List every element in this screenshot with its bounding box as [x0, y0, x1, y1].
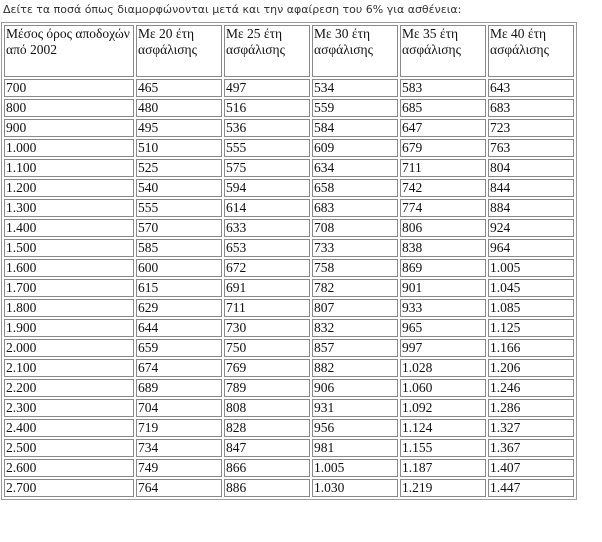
table-row: [4, 219, 574, 237]
cell-40-years: 723: [488, 119, 574, 137]
cell-20-years: 600: [136, 259, 222, 277]
cell-25-years: 866: [224, 459, 310, 477]
cell-40-years: 924: [488, 219, 574, 237]
cell-20-years: 525: [136, 159, 222, 177]
cell-30-years: 559: [312, 99, 398, 117]
cell-35-years: 583: [400, 79, 486, 97]
cell-40-years: 1.286: [488, 399, 574, 417]
table-row: [4, 119, 574, 137]
cell-35-years: 742: [400, 179, 486, 197]
cell-20-years: 674: [136, 359, 222, 377]
intro-text: Δείτε τα ποσά όπως διαμορφώνονται μετά και την αφαίρεση του 6% για ασθένεια:: [3, 3, 462, 16]
table-row: [4, 159, 574, 177]
cell-40-years: 1.246: [488, 379, 574, 397]
cell-35-years: 1.060: [400, 379, 486, 397]
cell-average-earnings: 1.900: [4, 319, 134, 337]
cell-35-years: 1.028: [400, 359, 486, 377]
cell-average-earnings: 2.100: [4, 359, 134, 377]
cell-30-years: 956: [312, 419, 398, 437]
cell-25-years: 497: [224, 79, 310, 97]
cell-35-years: 1.124: [400, 419, 486, 437]
pension-table: [1, 22, 577, 500]
cell-35-years: 997: [400, 339, 486, 357]
cell-25-years: 711: [224, 299, 310, 317]
header-cell-average-earnings: Μέσος όρος αποδοχών από 2002: [4, 25, 134, 77]
cell-30-years: 708: [312, 219, 398, 237]
cell-25-years: 750: [224, 339, 310, 357]
cell-20-years: 689: [136, 379, 222, 397]
cell-average-earnings: 1.000: [4, 139, 134, 157]
cell-40-years: 844: [488, 179, 574, 197]
cell-35-years: 1.219: [400, 479, 486, 497]
cell-40-years: 1.005: [488, 259, 574, 277]
cell-40-years: 1.045: [488, 279, 574, 297]
cell-35-years: 806: [400, 219, 486, 237]
cell-average-earnings: 700: [4, 79, 134, 97]
cell-35-years: 679: [400, 139, 486, 157]
cell-25-years: 614: [224, 199, 310, 217]
cell-40-years: 964: [488, 239, 574, 257]
cell-40-years: 804: [488, 159, 574, 177]
cell-20-years: 510: [136, 139, 222, 157]
cell-average-earnings: 1.400: [4, 219, 134, 237]
cell-20-years: 629: [136, 299, 222, 317]
cell-40-years: 1.327: [488, 419, 574, 437]
table-row: [4, 319, 574, 337]
pension-table-body: [4, 25, 574, 497]
cell-average-earnings: 2.500: [4, 439, 134, 457]
cell-20-years: 585: [136, 239, 222, 257]
cell-30-years: 534: [312, 79, 398, 97]
header-cell-40-years: Με 40 έτη ασφάλισης: [488, 25, 574, 77]
table-row: [4, 79, 574, 97]
cell-35-years: 901: [400, 279, 486, 297]
cell-35-years: 647: [400, 119, 486, 137]
cell-30-years: 584: [312, 119, 398, 137]
cell-40-years: 643: [488, 79, 574, 97]
cell-25-years: 594: [224, 179, 310, 197]
cell-average-earnings: 2.700: [4, 479, 134, 497]
cell-30-years: 1.030: [312, 479, 398, 497]
cell-25-years: 886: [224, 479, 310, 497]
cell-35-years: 933: [400, 299, 486, 317]
cell-30-years: 857: [312, 339, 398, 357]
cell-40-years: 1.367: [488, 439, 574, 457]
table-row: [4, 279, 574, 297]
table-row: [4, 259, 574, 277]
header-cell-35-years: Με 35 έτη ασφάλισης: [400, 25, 486, 77]
cell-20-years: 749: [136, 459, 222, 477]
cell-30-years: 683: [312, 199, 398, 217]
cell-average-earnings: 1.300: [4, 199, 134, 217]
table-header-row: [4, 25, 574, 77]
table-row: [4, 339, 574, 357]
cell-average-earnings: 2.600: [4, 459, 134, 477]
cell-25-years: 536: [224, 119, 310, 137]
cell-20-years: 704: [136, 399, 222, 417]
cell-20-years: 465: [136, 79, 222, 97]
cell-25-years: 789: [224, 379, 310, 397]
cell-30-years: 658: [312, 179, 398, 197]
table-row: [4, 419, 574, 437]
cell-35-years: 711: [400, 159, 486, 177]
table-row: [4, 479, 574, 497]
cell-30-years: 931: [312, 399, 398, 417]
table-row: [4, 99, 574, 117]
cell-40-years: 884: [488, 199, 574, 217]
cell-35-years: 838: [400, 239, 486, 257]
cell-average-earnings: 2.300: [4, 399, 134, 417]
cell-20-years: 615: [136, 279, 222, 297]
cell-20-years: 659: [136, 339, 222, 357]
table-row: [4, 299, 574, 317]
table-row: [4, 239, 574, 257]
cell-20-years: 495: [136, 119, 222, 137]
cell-25-years: 769: [224, 359, 310, 377]
cell-35-years: 1.092: [400, 399, 486, 417]
cell-20-years: 719: [136, 419, 222, 437]
cell-30-years: 758: [312, 259, 398, 277]
cell-30-years: 882: [312, 359, 398, 377]
table-row: [4, 199, 574, 217]
table-row: [4, 379, 574, 397]
cell-40-years: 1.206: [488, 359, 574, 377]
cell-average-earnings: 900: [4, 119, 134, 137]
cell-35-years: 1.187: [400, 459, 486, 477]
cell-25-years: 653: [224, 239, 310, 257]
cell-40-years: 1.085: [488, 299, 574, 317]
cell-average-earnings: 1.100: [4, 159, 134, 177]
cell-25-years: 847: [224, 439, 310, 457]
cell-30-years: 906: [312, 379, 398, 397]
cell-35-years: 869: [400, 259, 486, 277]
cell-20-years: 644: [136, 319, 222, 337]
cell-35-years: 774: [400, 199, 486, 217]
cell-35-years: 965: [400, 319, 486, 337]
cell-40-years: 763: [488, 139, 574, 157]
cell-average-earnings: 1.700: [4, 279, 134, 297]
cell-40-years: 1.407: [488, 459, 574, 477]
cell-30-years: 1.005: [312, 459, 398, 477]
cell-25-years: 633: [224, 219, 310, 237]
cell-20-years: 764: [136, 479, 222, 497]
table-row: [4, 179, 574, 197]
cell-30-years: 981: [312, 439, 398, 457]
cell-25-years: 730: [224, 319, 310, 337]
cell-25-years: 672: [224, 259, 310, 277]
cell-25-years: 808: [224, 399, 310, 417]
cell-average-earnings: 1.500: [4, 239, 134, 257]
cell-30-years: 807: [312, 299, 398, 317]
cell-20-years: 540: [136, 179, 222, 197]
cell-35-years: 1.155: [400, 439, 486, 457]
cell-30-years: 634: [312, 159, 398, 177]
cell-30-years: 733: [312, 239, 398, 257]
table-row: [4, 459, 574, 477]
cell-40-years: 1.125: [488, 319, 574, 337]
cell-20-years: 480: [136, 99, 222, 117]
cell-average-earnings: 800: [4, 99, 134, 117]
cell-25-years: 575: [224, 159, 310, 177]
cell-30-years: 782: [312, 279, 398, 297]
cell-30-years: 832: [312, 319, 398, 337]
cell-20-years: 570: [136, 219, 222, 237]
cell-40-years: 1.166: [488, 339, 574, 357]
cell-30-years: 609: [312, 139, 398, 157]
cell-average-earnings: 2.200: [4, 379, 134, 397]
cell-average-earnings: 1.800: [4, 299, 134, 317]
table-row: [4, 439, 574, 457]
cell-average-earnings: 1.200: [4, 179, 134, 197]
cell-25-years: 555: [224, 139, 310, 157]
cell-average-earnings: 2.400: [4, 419, 134, 437]
table-row: [4, 139, 574, 157]
header-cell-20-years: Με 20 έτη ασφάλισης: [136, 25, 222, 77]
header-cell-25-years: Με 25 έτη ασφάλισης: [224, 25, 310, 77]
cell-40-years: 683: [488, 99, 574, 117]
cell-25-years: 828: [224, 419, 310, 437]
cell-average-earnings: 1.600: [4, 259, 134, 277]
cell-20-years: 734: [136, 439, 222, 457]
cell-25-years: 691: [224, 279, 310, 297]
cell-40-years: 1.447: [488, 479, 574, 497]
cell-25-years: 516: [224, 99, 310, 117]
cell-20-years: 555: [136, 199, 222, 217]
table-row: [4, 359, 574, 377]
table-row: [4, 399, 574, 417]
header-cell-30-years: Με 30 έτη ασφάλισης: [312, 25, 398, 77]
cell-35-years: 685: [400, 99, 486, 117]
cell-average-earnings: 2.000: [4, 339, 134, 357]
